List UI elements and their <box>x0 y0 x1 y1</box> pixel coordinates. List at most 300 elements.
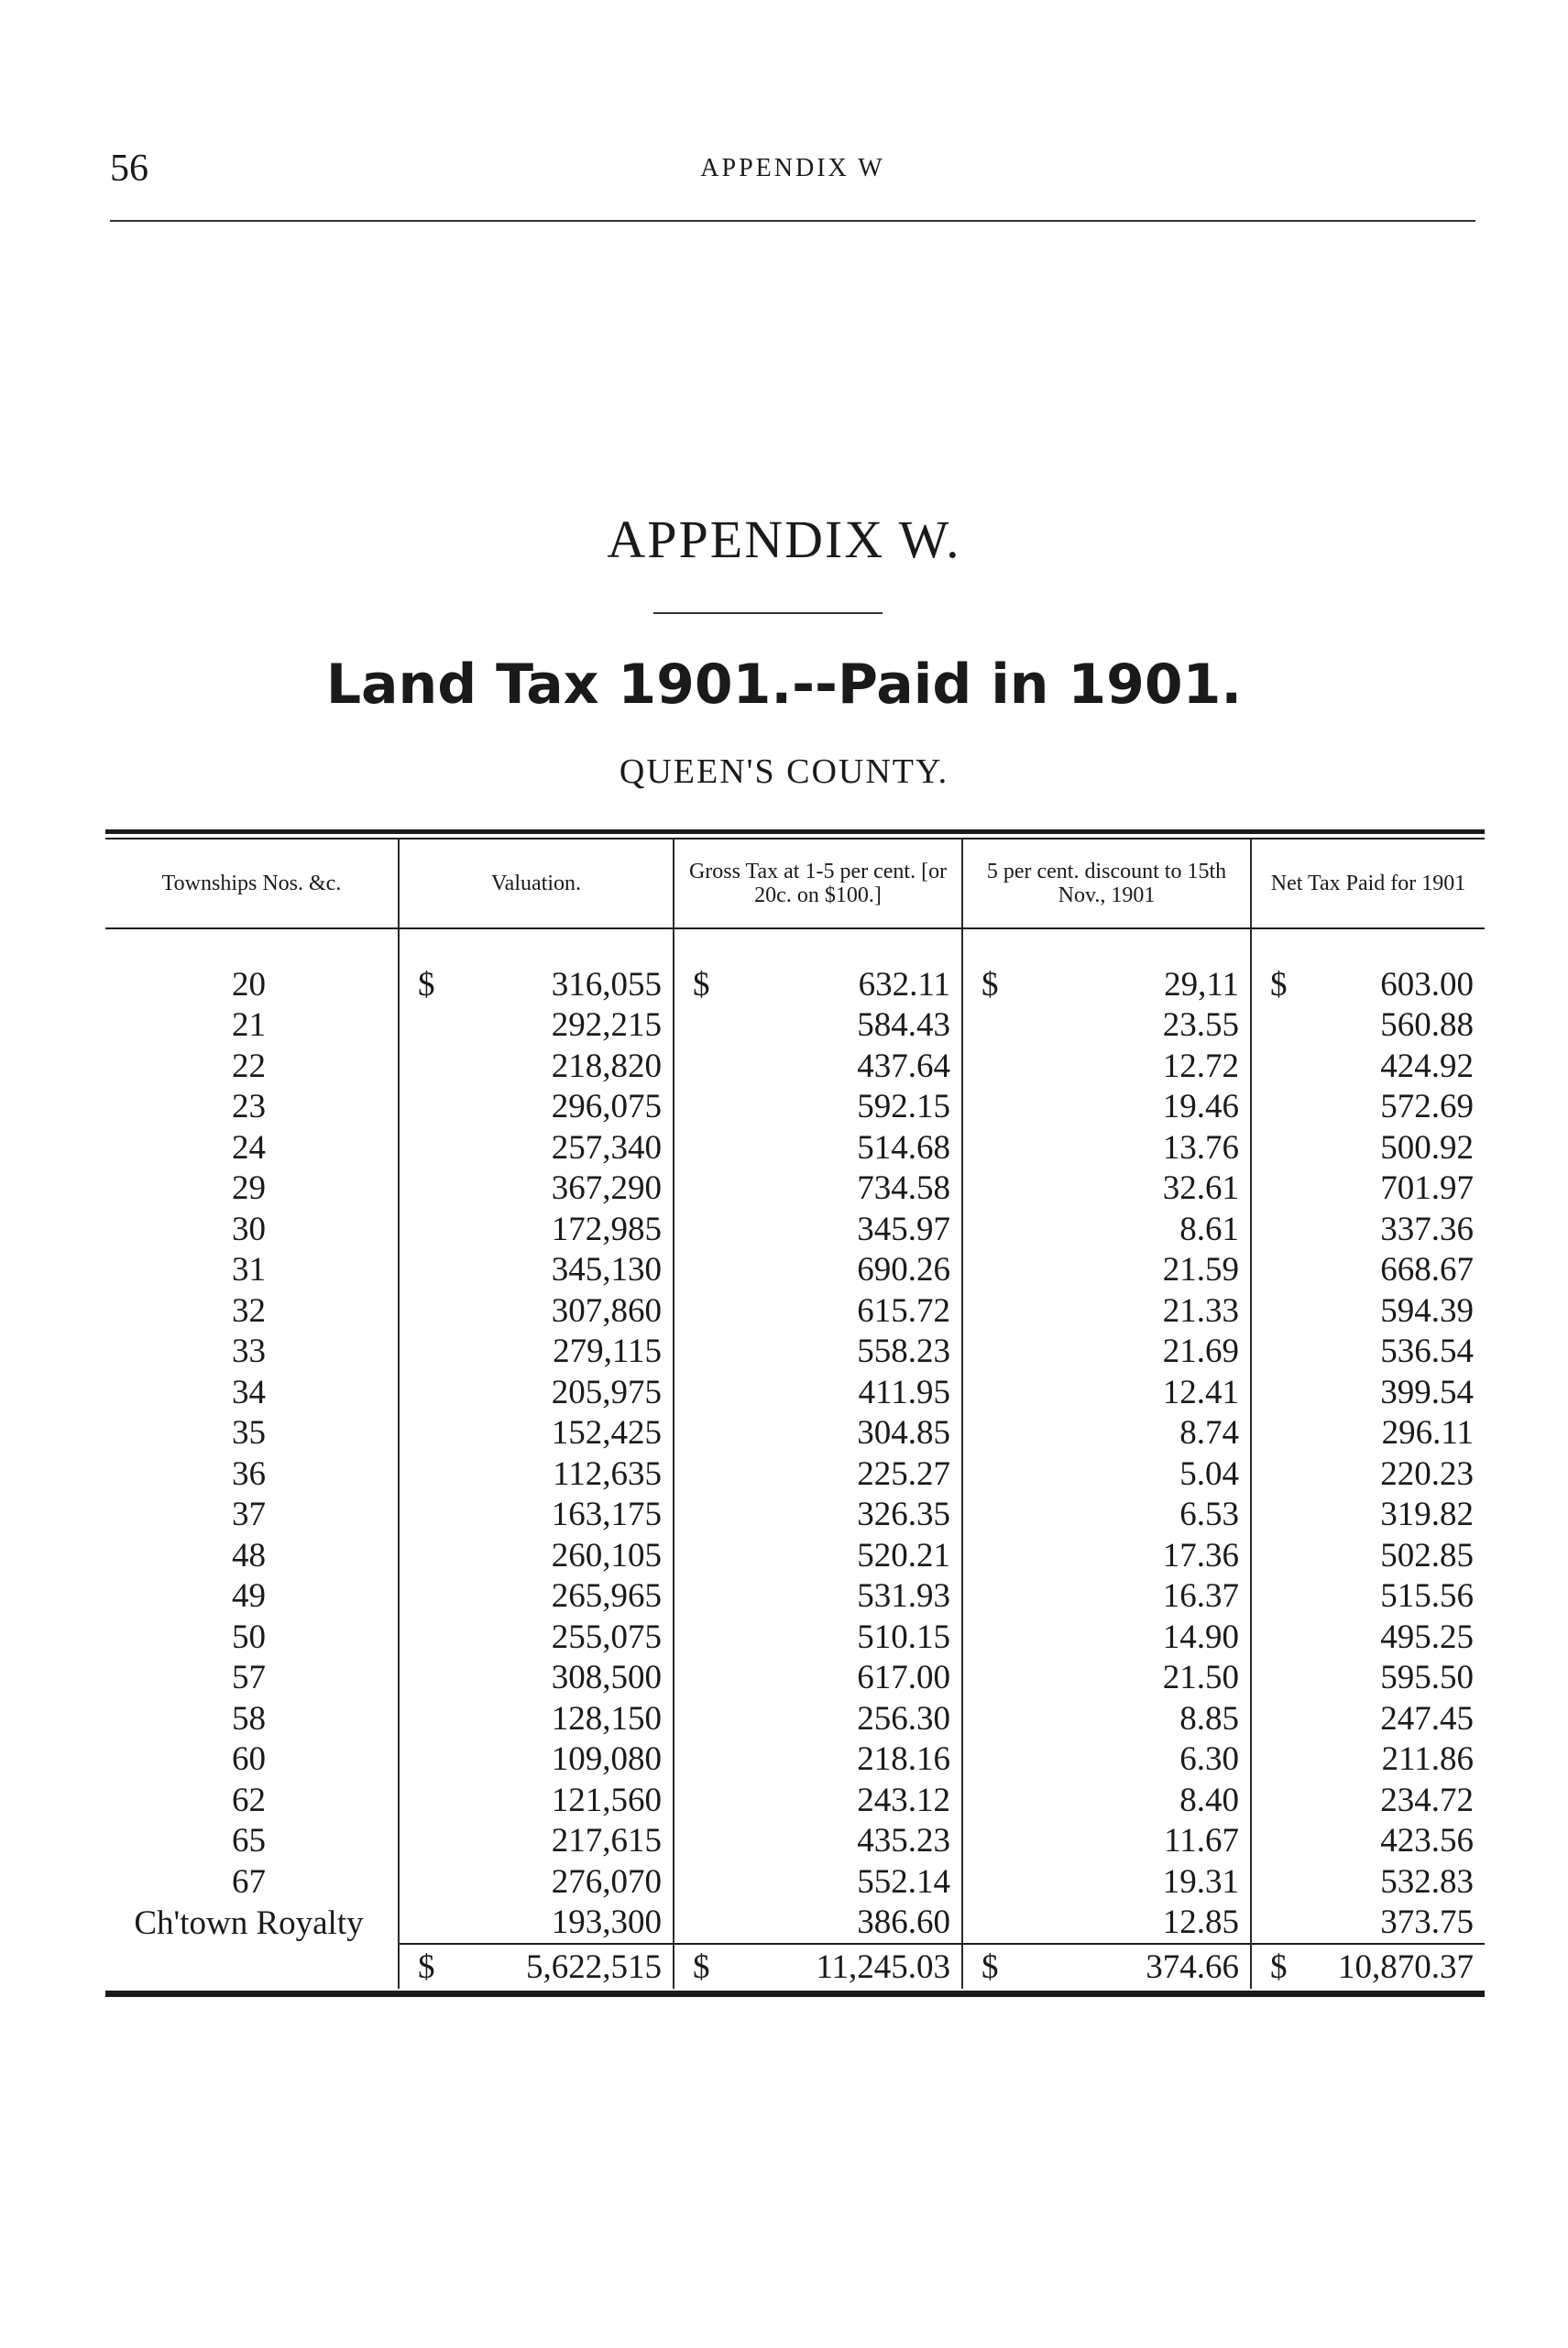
page-title: Land Tax 1901.--Paid in 1901. <box>325 653 1243 717</box>
discount-cell-value: 17.36 <box>1162 1536 1239 1574</box>
net-tax-cell-value: 319.82 <box>1380 1496 1474 1534</box>
net-tax-cell <box>1251 1780 1485 1821</box>
gross-tax-cell-value: 531.93 <box>857 1577 950 1616</box>
discount-cell-value: 32.61 <box>1162 1169 1239 1208</box>
discount-cell-value: 11.67 <box>1164 1822 1239 1860</box>
discount-cell-value: 29,11 <box>1164 965 1239 1004</box>
discount-cell-value: 8.61 <box>1179 1210 1239 1248</box>
township-cell-value: 34 <box>232 1373 266 1411</box>
net-tax-cell-value: 536.54 <box>1380 1333 1474 1371</box>
table-row <box>105 928 1485 1005</box>
discount-cell <box>962 1861 1251 1903</box>
gross-tax-cell-value: 584.43 <box>857 1006 950 1045</box>
gross-tax-cell-value: 243.12 <box>857 1781 950 1819</box>
county-subtitle: QUEEN'S COUNTY. <box>619 752 949 791</box>
appendix-heading: APPENDIX W. <box>607 510 961 569</box>
gross-tax-cell <box>674 1658 962 1699</box>
net-tax-cell <box>1251 1739 1485 1781</box>
gross-tax-cell-value: 225.27 <box>857 1454 950 1493</box>
township-cell-value: 36 <box>232 1454 266 1493</box>
net-tax-cell <box>1251 1372 1485 1413</box>
header-valuation: Valuation. <box>399 839 674 928</box>
net-tax-cell <box>1251 1127 1485 1169</box>
valuation-cell-value: 265,965 <box>551 1577 662 1616</box>
discount-cell <box>962 1739 1251 1781</box>
net-tax-cell <box>1251 1413 1485 1454</box>
discount-cell <box>962 1046 1251 1087</box>
township-cell-value: 57 <box>232 1659 266 1697</box>
valuation-cell-value: 109,080 <box>551 1740 662 1779</box>
discount-cell-value: 21.33 <box>1162 1291 1239 1330</box>
discount-cell <box>962 1413 1251 1454</box>
discount-cell <box>962 1087 1251 1128</box>
township-cell <box>105 928 399 1005</box>
discount-cell <box>962 1372 1251 1413</box>
gross-tax-cell <box>674 1290 962 1332</box>
gross-tax-cell <box>674 1576 962 1618</box>
valuation-cell <box>399 1332 674 1373</box>
valuation-cell <box>399 1495 674 1536</box>
currency-symbol: $ <box>693 965 710 1004</box>
valuation-cell <box>399 1698 674 1739</box>
township-cell <box>105 1861 399 1903</box>
table-row <box>105 1169 1485 1210</box>
valuation-cell <box>399 1413 674 1454</box>
valuation-cell-value: 292,215 <box>551 1006 662 1045</box>
net-tax-cell-value: 220.23 <box>1380 1454 1474 1493</box>
valuation-cell <box>399 1739 674 1781</box>
table-row <box>105 1739 1485 1781</box>
township-cell <box>105 1005 399 1047</box>
tax-table <box>105 839 1485 1989</box>
header-net-tax: Net Tax Paid for 1901 <box>1251 839 1485 928</box>
discount-cell <box>962 928 1251 1005</box>
township-cell <box>105 1739 399 1781</box>
table-row <box>105 1413 1485 1454</box>
discount-cell-value: 19.31 <box>1162 1862 1239 1901</box>
valuation-cell <box>399 1821 674 1862</box>
table-row <box>105 1332 1485 1373</box>
township-cell-value: 58 <box>232 1699 266 1738</box>
valuation-cell-value: 345,130 <box>551 1251 662 1289</box>
valuation-cell-value: 367,290 <box>551 1169 662 1208</box>
discount-cell-value: 16.37 <box>1162 1577 1239 1616</box>
gross-tax-cell <box>674 1169 962 1210</box>
township-cell <box>105 1576 399 1618</box>
discount-cell <box>962 1495 1251 1536</box>
table-row <box>105 1046 1485 1087</box>
gross-tax-cell-value: 615.72 <box>857 1291 950 1330</box>
discount-cell <box>962 1250 1251 1291</box>
table-row <box>105 1617 1485 1658</box>
discount-cell-value: 8.85 <box>1179 1699 1239 1738</box>
table-row <box>105 1209 1485 1250</box>
header-township: Townships Nos. &c. <box>105 839 399 928</box>
table-row <box>105 1576 1485 1618</box>
township-cell-value: 24 <box>232 1128 266 1167</box>
discount-cell-value: 14.90 <box>1162 1618 1239 1656</box>
valuation-cell-value: 193,300 <box>551 1904 662 1942</box>
gross-tax-cell-value: 632.11 <box>858 965 950 1004</box>
township-cell-value: Ch'town Royalty <box>134 1904 364 1942</box>
gross-tax-cell-value: 510.15 <box>857 1618 950 1656</box>
discount-cell <box>962 1535 1251 1576</box>
gross-tax-cell-value: 690.26 <box>857 1251 950 1289</box>
currency-symbol: $ <box>1270 1948 1288 1986</box>
township-cell-value: 33 <box>232 1333 266 1371</box>
township-cell-value: 23 <box>232 1088 266 1126</box>
table-bottom-rule <box>105 1991 1485 1997</box>
running-title: APPENDIX W <box>700 154 885 182</box>
net-tax-cell-value: 234.72 <box>1380 1781 1474 1819</box>
township-cell <box>105 1250 399 1291</box>
totals-row <box>105 1944 1485 1989</box>
valuation-cell <box>399 1576 674 1618</box>
township-cell-value: 32 <box>232 1291 266 1330</box>
header-gross-tax: Gross Tax at 1-5 per cent. [or 20c. on $100.] <box>674 839 962 928</box>
total-net-tax-cell-value: 10,870.37 <box>1338 1948 1474 1986</box>
valuation-cell <box>399 1658 674 1699</box>
currency-symbol: $ <box>1270 965 1288 1004</box>
table-row <box>105 1658 1485 1699</box>
discount-cell <box>962 1169 1251 1210</box>
discount-cell-value: 13.76 <box>1162 1128 1239 1167</box>
valuation-cell <box>399 1861 674 1903</box>
table-row <box>105 1780 1485 1821</box>
net-tax-cell-value: 515.56 <box>1380 1577 1474 1616</box>
table-row <box>105 1454 1485 1495</box>
township-cell-value: 65 <box>232 1822 266 1860</box>
net-tax-cell-value: 337.36 <box>1380 1210 1474 1248</box>
discount-cell-value: 23.55 <box>1162 1006 1239 1045</box>
discount-cell <box>962 1209 1251 1250</box>
township-cell <box>105 1903 399 1945</box>
running-head <box>110 147 1475 202</box>
discount-cell <box>962 1005 1251 1047</box>
valuation-cell-value: 172,985 <box>551 1210 662 1248</box>
valuation-cell-value: 255,075 <box>551 1618 662 1656</box>
table-row <box>105 1372 1485 1413</box>
table-row <box>105 1861 1485 1903</box>
township-cell <box>105 1535 399 1576</box>
township-cell <box>105 1290 399 1332</box>
net-tax-cell <box>1251 1046 1485 1087</box>
net-tax-cell-value: 211.86 <box>1381 1740 1474 1779</box>
valuation-cell <box>399 1087 674 1128</box>
gross-tax-cell-value: 411.95 <box>858 1373 950 1411</box>
township-cell <box>105 1372 399 1413</box>
township-cell <box>105 1169 399 1210</box>
gross-tax-cell-value: 558.23 <box>857 1333 950 1371</box>
net-tax-cell-value: 668.67 <box>1380 1251 1474 1289</box>
net-tax-cell <box>1251 1169 1485 1210</box>
net-tax-cell-value: 500.92 <box>1380 1128 1474 1167</box>
gross-tax-cell-value: 617.00 <box>857 1659 950 1697</box>
valuation-cell <box>399 1127 674 1169</box>
table-row <box>105 1495 1485 1536</box>
township-cell <box>105 1332 399 1373</box>
total-discount-cell-value: 374.66 <box>1146 1948 1239 1986</box>
net-tax-cell <box>1251 1535 1485 1576</box>
gross-tax-cell-value: 592.15 <box>857 1088 950 1126</box>
gross-tax-cell <box>674 1332 962 1373</box>
township-cell <box>105 1413 399 1454</box>
total-gross-tax-cell <box>674 1944 962 1989</box>
valuation-cell <box>399 1169 674 1210</box>
gross-tax-cell <box>674 1698 962 1739</box>
net-tax-cell <box>1251 1861 1485 1903</box>
net-tax-cell <box>1251 928 1485 1005</box>
currency-symbol: $ <box>418 1948 435 1986</box>
net-tax-cell-value: 701.97 <box>1380 1169 1474 1208</box>
net-tax-cell-value: 594.39 <box>1380 1291 1474 1330</box>
discount-cell-value: 6.30 <box>1179 1740 1239 1779</box>
gross-tax-cell <box>674 1413 962 1454</box>
net-tax-cell <box>1251 1005 1485 1047</box>
table-row <box>105 1087 1485 1128</box>
township-cell-value: 35 <box>232 1414 266 1453</box>
net-tax-cell-value: 399.54 <box>1380 1373 1474 1411</box>
township-cell <box>105 1046 399 1087</box>
township-cell <box>105 1658 399 1699</box>
header-row <box>105 839 1485 928</box>
valuation-cell-value: 152,425 <box>551 1414 662 1453</box>
township-cell-value: 49 <box>232 1577 266 1616</box>
table-row <box>105 1903 1485 1945</box>
total-gross-tax-cell-value: 11,245.03 <box>816 1948 950 1986</box>
township-cell-value: 22 <box>232 1047 266 1085</box>
net-tax-cell-value: 572.69 <box>1380 1088 1474 1126</box>
page-number: 56 <box>110 148 148 190</box>
discount-cell <box>962 1698 1251 1739</box>
gross-tax-cell <box>674 1372 962 1413</box>
discount-cell <box>962 1903 1251 1945</box>
currency-symbol: $ <box>693 1948 710 1986</box>
net-tax-cell-value: 423.56 <box>1380 1822 1474 1860</box>
discount-cell-value: 21.59 <box>1162 1251 1239 1289</box>
gross-tax-cell <box>674 1250 962 1291</box>
table-body <box>105 928 1485 1989</box>
total-net-tax-cell <box>1251 1944 1485 1989</box>
valuation-cell-value: 218,820 <box>551 1047 662 1085</box>
gross-tax-cell <box>674 1495 962 1536</box>
currency-symbol: $ <box>418 965 435 1004</box>
net-tax-cell <box>1251 1617 1485 1658</box>
gross-tax-cell-value: 435.23 <box>857 1822 950 1860</box>
valuation-cell-value: 276,070 <box>551 1862 662 1901</box>
net-tax-cell-value: 603.00 <box>1380 965 1474 1004</box>
discount-cell-value: 19.46 <box>1162 1088 1239 1126</box>
discount-cell-value: 5.04 <box>1179 1454 1239 1493</box>
gross-tax-cell-value: 345.97 <box>857 1210 950 1248</box>
valuation-cell-value: 260,105 <box>551 1536 662 1574</box>
net-tax-cell <box>1251 1332 1485 1373</box>
gross-tax-cell-value: 304.85 <box>857 1414 950 1453</box>
gross-tax-cell <box>674 1780 962 1821</box>
valuation-cell-value: 217,615 <box>551 1822 662 1860</box>
total-valuation-cell-value: 5,622,515 <box>526 1948 662 1986</box>
net-tax-cell <box>1251 1454 1485 1495</box>
township-cell <box>105 1127 399 1169</box>
valuation-cell <box>399 1903 674 1945</box>
net-tax-cell-value: 532.83 <box>1380 1862 1474 1901</box>
valuation-cell <box>399 1209 674 1250</box>
township-cell-value: 31 <box>232 1251 266 1289</box>
township-cell-value: 29 <box>232 1169 266 1208</box>
discount-cell <box>962 1127 1251 1169</box>
net-tax-cell-value: 595.50 <box>1380 1659 1474 1697</box>
net-tax-cell-value: 424.92 <box>1380 1047 1474 1085</box>
net-tax-cell <box>1251 1658 1485 1699</box>
valuation-cell <box>399 928 674 1005</box>
net-tax-cell-value: 373.75 <box>1380 1904 1474 1942</box>
net-tax-cell <box>1251 1250 1485 1291</box>
total-discount-cell <box>962 1944 1251 1989</box>
valuation-cell-value: 308,500 <box>551 1659 662 1697</box>
valuation-cell-value: 296,075 <box>551 1088 662 1126</box>
header-discount: 5 per cent. discount to 15th Nov., 1901 <box>962 839 1251 928</box>
discount-cell <box>962 1658 1251 1699</box>
net-tax-cell <box>1251 1903 1485 1945</box>
gross-tax-cell <box>674 1617 962 1658</box>
gross-tax-cell-value: 326.35 <box>857 1496 950 1534</box>
gross-tax-cell <box>674 928 962 1005</box>
valuation-cell <box>399 1372 674 1413</box>
heading-rule <box>653 612 883 614</box>
valuation-cell-value: 112,635 <box>553 1454 662 1493</box>
township-cell-value: 50 <box>232 1618 266 1656</box>
gross-tax-cell-value: 218.16 <box>857 1740 950 1779</box>
township-cell-value: 20 <box>232 965 266 1004</box>
net-tax-cell-value: 296.11 <box>1381 1414 1474 1453</box>
valuation-cell <box>399 1617 674 1658</box>
gross-tax-cell <box>674 1005 962 1047</box>
discount-cell-value: 12.85 <box>1162 1904 1239 1942</box>
net-tax-cell <box>1251 1290 1485 1332</box>
net-tax-cell <box>1251 1209 1485 1250</box>
discount-cell <box>962 1617 1251 1658</box>
discount-cell-value: 21.69 <box>1162 1333 1239 1371</box>
discount-cell <box>962 1780 1251 1821</box>
table-row <box>105 1821 1485 1862</box>
net-tax-cell <box>1251 1576 1485 1618</box>
valuation-cell <box>399 1046 674 1087</box>
township-cell <box>105 1495 399 1536</box>
gross-tax-cell-value: 256.30 <box>857 1699 950 1738</box>
gross-tax-cell <box>674 1739 962 1781</box>
township-cell-value: 60 <box>232 1740 266 1779</box>
discount-cell-value: 21.50 <box>1162 1659 1239 1697</box>
discount-cell-value: 12.72 <box>1162 1047 1239 1085</box>
valuation-cell <box>399 1454 674 1495</box>
discount-cell <box>962 1821 1251 1862</box>
net-tax-cell <box>1251 1698 1485 1739</box>
currency-symbol: $ <box>981 1948 999 1986</box>
gross-tax-cell-value: 386.60 <box>857 1904 950 1942</box>
gross-tax-cell <box>674 1903 962 1945</box>
discount-cell <box>962 1332 1251 1373</box>
gross-tax-cell <box>674 1861 962 1903</box>
valuation-cell-value: 316,055 <box>551 965 662 1004</box>
net-tax-cell-value: 560.88 <box>1380 1006 1474 1045</box>
gross-tax-cell <box>674 1821 962 1862</box>
township-cell-value: 30 <box>232 1210 266 1248</box>
net-tax-cell <box>1251 1821 1485 1862</box>
gross-tax-cell-value: 734.58 <box>857 1169 950 1208</box>
gross-tax-cell <box>674 1046 962 1087</box>
table-top-rule <box>105 829 1485 834</box>
net-tax-cell-value: 495.25 <box>1380 1618 1474 1656</box>
township-cell-value: 37 <box>232 1496 266 1534</box>
township-cell <box>105 1821 399 1862</box>
table-row <box>105 1698 1485 1739</box>
township-cell <box>105 1698 399 1739</box>
gross-tax-cell <box>674 1535 962 1576</box>
valuation-cell-value: 307,860 <box>551 1291 662 1330</box>
township-cell <box>105 1454 399 1495</box>
discount-cell <box>962 1290 1251 1332</box>
valuation-cell <box>399 1780 674 1821</box>
discount-cell-value: 12.41 <box>1162 1373 1239 1411</box>
table-row <box>105 1290 1485 1332</box>
valuation-cell-value: 128,150 <box>551 1699 662 1738</box>
gross-tax-cell-value: 520.21 <box>857 1536 950 1574</box>
valuation-cell-value: 163,175 <box>551 1496 662 1534</box>
net-tax-cell <box>1251 1495 1485 1536</box>
total-valuation-cell <box>399 1944 674 1989</box>
discount-cell <box>962 1576 1251 1618</box>
township-cell-value: 48 <box>232 1536 266 1574</box>
discount-cell <box>962 1454 1251 1495</box>
header-rule <box>110 220 1475 222</box>
valuation-cell-value: 279,115 <box>553 1333 662 1371</box>
gross-tax-cell-value: 514.68 <box>857 1128 950 1167</box>
valuation-cell <box>399 1250 674 1291</box>
valuation-cell <box>399 1535 674 1576</box>
township-cell-value: 62 <box>232 1781 266 1819</box>
township-cell <box>105 1209 399 1250</box>
net-tax-cell-value: 502.85 <box>1380 1536 1474 1574</box>
valuation-cell-value: 257,340 <box>551 1128 662 1167</box>
net-tax-cell-value: 247.45 <box>1380 1699 1474 1738</box>
table-row <box>105 1127 1485 1169</box>
totals-label-cell <box>105 1944 399 1989</box>
table-row <box>105 1250 1485 1291</box>
table-row <box>105 1005 1485 1047</box>
currency-symbol: $ <box>981 965 999 1004</box>
township-cell <box>105 1780 399 1821</box>
land-tax-table <box>105 829 1485 1997</box>
discount-cell-value: 6.53 <box>1179 1496 1239 1534</box>
gross-tax-cell <box>674 1209 962 1250</box>
valuation-cell-value: 121,560 <box>551 1781 662 1819</box>
table-row <box>105 1535 1485 1576</box>
valuation-cell <box>399 1290 674 1332</box>
valuation-cell-value: 205,975 <box>551 1373 662 1411</box>
township-cell <box>105 1087 399 1128</box>
net-tax-cell <box>1251 1087 1485 1128</box>
township-cell-value: 67 <box>232 1862 266 1901</box>
discount-cell-value: 8.40 <box>1179 1781 1239 1819</box>
valuation-cell <box>399 1005 674 1047</box>
gross-tax-cell <box>674 1454 962 1495</box>
discount-cell-value: 8.74 <box>1179 1414 1239 1453</box>
gross-tax-cell <box>674 1127 962 1169</box>
gross-tax-cell-value: 552.14 <box>857 1862 950 1901</box>
township-cell-value: 21 <box>232 1006 266 1045</box>
township-cell <box>105 1617 399 1658</box>
gross-tax-cell <box>674 1087 962 1128</box>
